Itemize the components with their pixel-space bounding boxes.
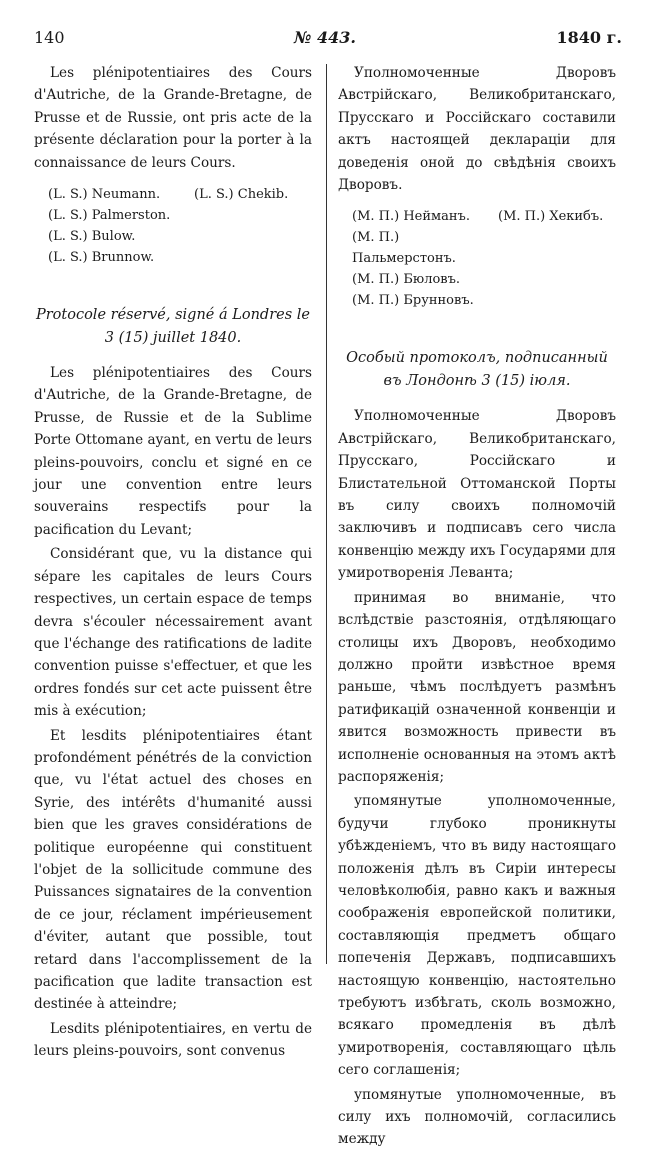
russian-section-heading: Особый протоколъ, подписанный въ Лондонѣ 3 (15) іюля. — [346, 350, 608, 390]
french-paragraph: Considérant que, vu la distance qui sépare les capitales de leurs Cours respectives, un certain espace de temps devra s'écouler nécessairement avant que l'échange des ratifications de ladite convention puisse s'effectuer, et que les ordres fondés sur cet acte puissent être mis à exécution; — [34, 546, 312, 720]
russian-paragraph: упомянутые уполномоченные, въ силу ихъ полномочій, согласились между — [338, 1086, 616, 1148]
signature-row — [338, 290, 616, 311]
signature: (М. П.) Хекибъ. — [498, 209, 604, 225]
russian-column — [338, 62, 616, 1151]
signature: (L. S.) Palmerston. — [48, 208, 171, 224]
signature: (М. П.) Бюловъ. — [352, 272, 460, 288]
signature-row — [338, 227, 616, 269]
signature-row — [34, 205, 312, 226]
french-signatures — [34, 184, 312, 268]
russian-signatures — [338, 206, 616, 311]
french-column — [34, 62, 312, 1063]
signature-row — [338, 206, 616, 227]
french-section-heading: Protocole réservé, signé á Londres le 3 (15) juillet 1840. — [35, 307, 310, 347]
french-paragraph: Les plénipotentiaires des Cours d'Autriche, de la Grande-Bretagne, de Prusse, de Russie et de la Sublime Porte Ottomane ayant, en vertu de leurs pleins-pouvoirs, conclu et signé en ce jour une convention entre leurs souverains respectifs pour la pacification du Levant; — [34, 365, 312, 538]
french-paragraph: Lesdits plénipotentiaires, en vertu de leurs pleins-pouvoirs, sont convenus — [34, 1020, 312, 1060]
french-intro-paragraph: Les plénipotentiaires des Cours d'Autriche, de la Grande-Bretagne, de Prusse et de Russie, ont pris acte de la présente déclaration pour la porter à la connaissance de leurs Cours. — [34, 65, 312, 171]
signature: (М. П.) Пальмерстонъ. — [352, 230, 456, 267]
signature-row — [34, 226, 312, 247]
column-divider — [326, 64, 327, 964]
signature: (L. S.) Bulow. — [48, 229, 136, 245]
russian-paragraph: принимая во вниманіе, что вслѣдствіе разстоянія, отдѣляющаго столицы ихъ Дворовъ, необходимо должно пройти извѣстное время раньше, чѣмъ послѣдуетъ размѣнъ ратификацій означенной конвенціи и явится возможность привести въ исполненіе основанныя на этомъ актѣ распоряженія; — [338, 589, 616, 785]
signature-row — [338, 269, 616, 290]
signature-row — [34, 184, 312, 205]
russian-intro-paragraph: Уполномоченные Дворовъ Австрійскаго, Великобританскаго, Прусскаго и Россійскаго составили актъ настоящей декларацiи для доведенія оной до свѣдѣнія своихъ Дворовъ. — [338, 65, 616, 194]
russian-paragraph: Уполномоченные Дворовъ Австрійскаго, Великобританскаго, Прусскаго, Россійскаго и Блистательной Оттоманской Порты въ силу своихъ полномочій заключивъ и подписавъ сего числа конвенцію между ихъ Государями для умиротворенія Леванта; — [338, 408, 616, 582]
signature-row — [34, 247, 312, 268]
russian-paragraph: упомянутые уполномоченные, будучи глубоко проникнуты убѣжденіемъ, что въ виду настоящаго положенія дѣлъ въ Сиріи интересы человѣколюбія, равно какъ и важныя соображенія европейской политики, составляющія предметъ общаго попеченія Державъ, подписавшихъ настоящую конвенцію, настоятельно требуютъ избѣгать, сколь возможно, всякаго промедленія въ дѣлѣ умиротворенія, составляющаго цѣль сего соглашенія; — [338, 793, 616, 1079]
french-paragraph: Et lesdits plénipotentiaires étant profondément pénétrés de la conviction que, vu l'état actuel des choses en Syrie, des intérêts d'humanité aussi bien que les graves considérations de politique européenne qui constituent l'objet de la sollicitude commune des Puissances signataires de la convention de ce jour, réclament impérieusement d'éviter, autant que possible, tout retard dans l'accomplissement de la pacification que ladite transaction est destinée à atteindre; — [34, 727, 312, 1013]
year-label: 1840 г. — [556, 28, 622, 47]
page-number: 140 — [34, 28, 65, 47]
signature: (М. П.) Брунновъ. — [352, 293, 474, 309]
signature: (М. П.) Нейманъ. — [352, 209, 470, 225]
signature: (L. S.) Chekib. — [194, 187, 289, 203]
signature: (L. S.) Neumann. — [48, 187, 161, 203]
document-number: № 443. — [294, 28, 356, 47]
signature: (L. S.) Brunnow. — [48, 250, 155, 266]
page-header — [28, 28, 622, 54]
